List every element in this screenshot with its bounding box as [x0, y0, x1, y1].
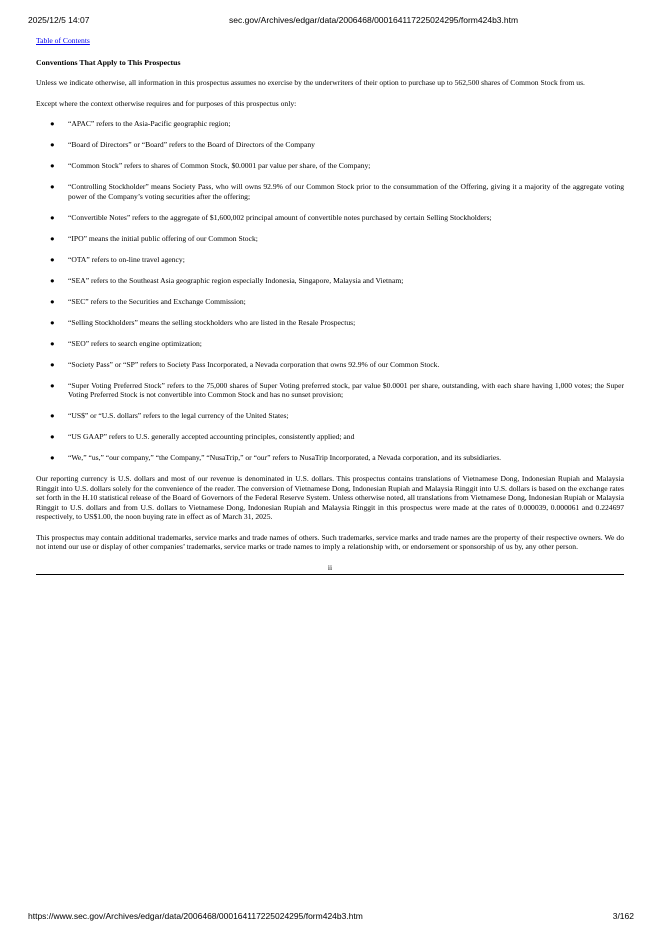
bullet-icon: ● — [50, 296, 55, 306]
print-header — [28, 15, 634, 27]
definition-text: “US GAAP” refers to U.S. generally accepted accounting principles, consistently applied; and — [68, 432, 355, 441]
section-heading: Conventions That Apply to This Prospectus — [36, 57, 181, 67]
definition-item — [36, 182, 624, 201]
definition-text: “Controlling Stockholder” means Society Pass, who will owns 92.9% of our Common Stock prior to the consummation of the Offering, giving it a majority of the aggregate voting power of the Company’s voting securities after the offering; — [68, 182, 624, 201]
definition-text: “Board of Directors” or “Board” refers to the Board of Directors of the Company — [68, 140, 315, 149]
definition-text: “IPO” means the initial public offering of our Common Stock; — [68, 233, 258, 243]
document-body — [36, 36, 624, 575]
page-divider — [36, 574, 624, 575]
bullet-icon: ● — [50, 119, 55, 128]
trademarks-paragraph: This prospectus may contain additional trademarks, service marks and trade names of others. Such trademarks, service marks and trade names are the property of their respective owners. We do not intend our use or display of other companies’ trademarks, service marks or trade names to imply a relationship with, or endorsement or sponsorship of us by, any other person. — [36, 532, 624, 551]
definition-text: “US$” or “U.S. dollars” refers to the legal currency of the United States; — [68, 411, 289, 420]
definition-item — [36, 318, 624, 328]
definition-text: “Common Stock” refers to shares of Common Stock, $0.0001 par value per share, of the Company; — [68, 161, 371, 170]
definition-text: “OTA” refers to on-line travel agency; — [68, 254, 185, 264]
print-datetime: 2025/12/5 14:07 — [28, 15, 90, 25]
bullet-icon: ● — [50, 453, 55, 462]
page-number: ii — [327, 562, 333, 572]
definition-text: “APAC” refers to the Asia-Pacific geographic region; — [68, 119, 231, 128]
definition-item — [36, 119, 624, 129]
definition-item — [36, 213, 624, 223]
definition-text: “SEA” refers to the Southeast Asia geographic region especially Indonesia, Singapore, Malaysia and Vietnam; — [68, 275, 404, 285]
definition-text: “We,” “us,” “our company,” “the Company,” “NusaTrip,” or “our” refers to NusaTrip Incorporated, a Nevada corporation, and its subsidiaries. — [68, 453, 502, 462]
table-of-contents-link[interactable]: Table of Contents — [36, 36, 90, 45]
definition-text: “Convertible Notes” refers to the aggregate of $1,600,002 principal amount of convertible notes purchased by certain Selling Stockholders; — [68, 212, 492, 222]
bullet-icon: ● — [50, 411, 55, 420]
definition-text: “Society Pass” or “SP” refers to Society Pass Incorporated, a Nevada corporation that owns 92.9% of our Common Stock. — [68, 359, 440, 369]
bullet-icon: ● — [50, 182, 55, 191]
definition-item — [36, 432, 624, 442]
bullet-icon: ● — [50, 254, 55, 264]
definition-text: “Selling Stockholders” means the selling stockholders who are listed in the Resale Prospectus; — [68, 317, 356, 327]
bullet-icon: ● — [50, 161, 55, 170]
definition-text: “Super Voting Preferred Stock” refers to the 75,000 shares of Super Voting preferred stock, par value $0.0001 per share, outstanding, with each share having 1,000 votes; the Super Voting Preferred Stock is not convertible into Common Stock and has no sunset provision; — [68, 380, 624, 399]
bullet-icon: ● — [50, 317, 55, 327]
bullet-icon: ● — [50, 275, 55, 285]
definition-item — [36, 453, 624, 463]
currency-paragraph: Our reporting currency is U.S. dollars and most of our revenue is denominated in U.S. dollars. This prospectus contains translations of Vietnamese Dong, Indonesian Rupiah and Malaysia Ringgit into U.S. dollars solely for the convenience of the reader. The conversion of Vietnamese Dong, Indonesian Rupiah and Malaysia Ringgit into U.S. dollars is based on the exchange rates set forth in the H.10 statistical release of the Board of Governors of the Federal Reserve System. Unless otherwise noted, all translations from Vietnamese Dong, Indonesian Rupiah or Malaysia Ringgit to U.S. dollars and from U.S. dollars to Vietnamese Dong, Indonesian Rupiah and Malaysia Ringgit in this prospectus were made at the rates of 0.000039, 0.000061 and 0.224697 respectively, to US$1.00, the noon buying rate in effect as of March 31, 2025. — [36, 474, 624, 521]
bullet-icon: ● — [50, 432, 55, 441]
print-page-counter: 3/162 — [612, 911, 634, 921]
definition-text: “SEC” refers to the Securities and Exchange Commission; — [68, 296, 246, 306]
definition-item — [36, 411, 624, 421]
print-url: https://www.sec.gov/Archives/edgar/data/2006468/000164117225024295/form424b3.htm — [28, 911, 363, 921]
definition-item — [36, 276, 624, 286]
bullet-icon: ● — [50, 338, 55, 348]
bullet-icon: ● — [50, 233, 55, 243]
bullet-icon: ● — [50, 212, 55, 222]
definition-item — [36, 140, 624, 150]
print-page-title: sec.gov/Archives/edgar/data/2006468/000164117225024295/form424b3.htm — [229, 15, 519, 25]
definition-item — [36, 255, 624, 265]
bullet-icon: ● — [50, 380, 55, 390]
intro-paragraph-context: Except where the context otherwise requires and for purposes of this prospectus only: — [36, 98, 297, 108]
definition-item — [36, 234, 624, 244]
definition-item — [36, 381, 624, 400]
definition-item — [36, 297, 624, 307]
definition-text: “SEO” refers to search engine optimization; — [68, 338, 202, 348]
definition-item — [36, 339, 624, 349]
bullet-icon: ● — [50, 140, 55, 149]
definition-item — [36, 161, 624, 171]
print-footer — [28, 911, 634, 923]
intro-paragraph-assumption: Unless we indicate otherwise, all information in this prospectus assumes no exercise by the underwriters of their option to purchase up to 562,500 shares of Common Stock from us. — [36, 78, 585, 87]
definition-item — [36, 360, 624, 370]
bullet-icon: ● — [50, 359, 55, 369]
definitions-list — [36, 119, 624, 463]
